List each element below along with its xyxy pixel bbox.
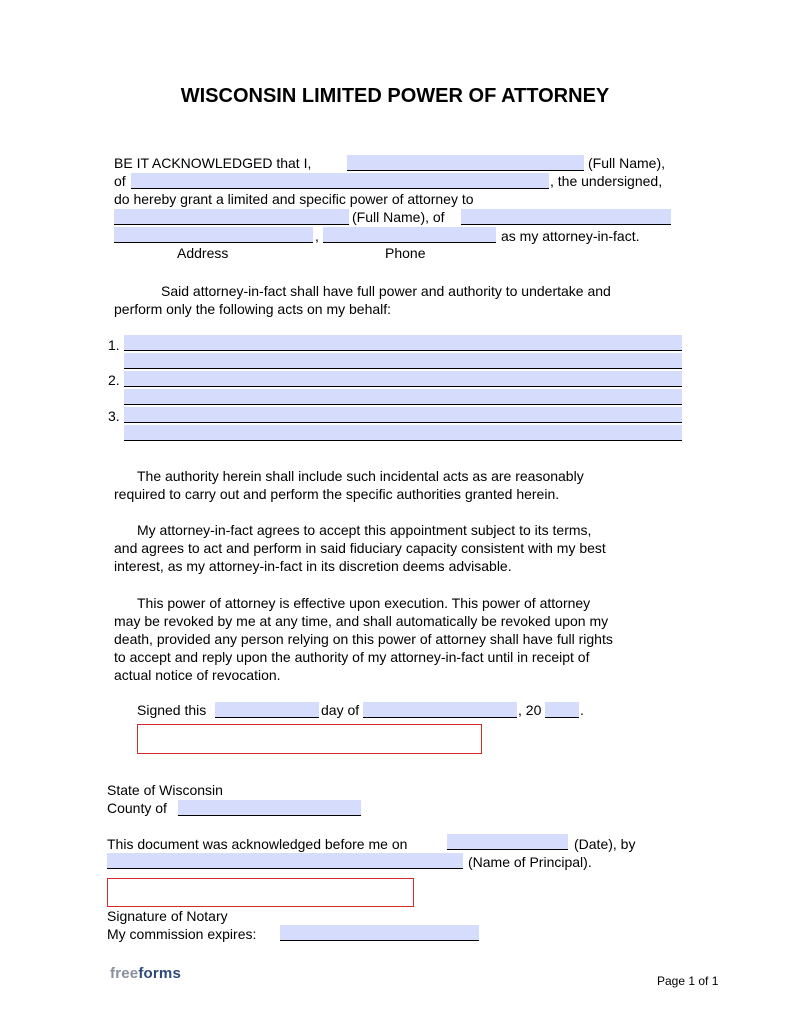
signed-month-field[interactable] xyxy=(363,702,517,718)
effective-line3: death, provided any person relying on this power of attorney shall have full rights xyxy=(114,631,613,647)
logo-forms-text: forms xyxy=(138,965,182,982)
grantor-address-field[interactable] xyxy=(131,173,549,189)
authority-text-line1: Said attorney-in-fact shall have full power and authority to undertake and xyxy=(161,283,611,299)
year-prefix-label: , 20 xyxy=(518,702,542,718)
signed-day-field[interactable] xyxy=(215,702,319,718)
act-number-2: 2. xyxy=(108,372,120,388)
of-label: of xyxy=(114,173,126,189)
day-of-label: day of xyxy=(321,702,360,718)
effective-line2: may be revoked by me at any time, and shall automatically be revoked upon my xyxy=(114,613,609,629)
address-caption: Address xyxy=(177,245,229,261)
grantor-name-field[interactable] xyxy=(347,155,584,171)
accept-line2: and agrees to act and perform in said fiduciary capacity consistent with my best xyxy=(114,540,606,556)
act-2-field-b[interactable] xyxy=(124,389,682,405)
act-number-1: 1. xyxy=(108,337,120,353)
county-label: County of xyxy=(107,800,167,816)
principal-name-field[interactable] xyxy=(107,853,463,869)
act-number-3: 3. xyxy=(108,408,120,424)
acknowledged-date-field[interactable] xyxy=(447,834,568,850)
attorney-address-field-2[interactable] xyxy=(114,227,313,243)
effective-line4: to accept and reply upon the authority of my attorney-in-fact until in receipt of xyxy=(114,649,590,665)
act-2-field-a[interactable] xyxy=(124,371,682,387)
intro-acknowledged-text: BE IT ACKNOWLEDGED that I, xyxy=(114,155,312,171)
phone-caption: Phone xyxy=(385,245,426,261)
date-by-label: (Date), by xyxy=(574,836,636,852)
incidental-line1: The authority herein shall include such incidental acts as are reasonably xyxy=(137,468,584,484)
grant-text: do hereby grant a limited and specific power of attorney to xyxy=(114,191,474,207)
state-label: State of Wisconsin xyxy=(107,782,223,798)
act-3-field-a[interactable] xyxy=(124,407,682,423)
act-1-field-b[interactable] xyxy=(124,353,682,369)
full-name-label: (Full Name), xyxy=(588,155,666,171)
act-1-field-a[interactable] xyxy=(124,335,682,351)
notary-signature-label: Signature of Notary xyxy=(107,908,228,924)
incidental-line2: required to carry out and perform the specific authorities granted herein. xyxy=(114,486,560,502)
commission-expires-field[interactable] xyxy=(280,925,479,941)
page-number: Page 1 of 1 xyxy=(657,974,719,988)
freeforms-logo[interactable] xyxy=(110,965,181,982)
attorney-full-name-label: (Full Name), of xyxy=(352,209,445,225)
undersigned-label: , the undersigned, xyxy=(550,173,663,189)
act-3-field-b[interactable] xyxy=(124,425,682,441)
authority-text-line2: perform only the following acts on my behalf: xyxy=(114,301,392,317)
attorney-in-fact-label: as my attorney-in-fact. xyxy=(501,228,640,244)
effective-line1: This power of attorney is effective upon execution. This power of attorney xyxy=(137,595,591,611)
signed-period: . xyxy=(580,702,584,718)
signed-this-label: Signed this xyxy=(137,702,207,718)
accept-line3: interest, as my attorney-in-fact in its discretion deems advisable. xyxy=(114,558,512,574)
document-title: WISCONSIN LIMITED POWER OF ATTORNEY xyxy=(180,85,610,107)
attorney-address-field-1[interactable] xyxy=(461,209,671,225)
acknowledged-before-label: This document was acknowledged before me on xyxy=(107,836,408,852)
attorney-name-field[interactable] xyxy=(114,209,349,225)
principal-signature-box[interactable] xyxy=(137,724,482,754)
effective-line5: actual notice of revocation. xyxy=(114,667,281,683)
county-field[interactable] xyxy=(178,800,361,816)
comma-separator: , xyxy=(315,228,319,244)
commission-expires-label: My commission expires: xyxy=(107,926,257,942)
notary-signature-box[interactable] xyxy=(107,878,414,907)
signed-year-field[interactable] xyxy=(545,702,579,718)
name-of-principal-label: (Name of Principal). xyxy=(468,854,592,870)
logo-free-text: free xyxy=(110,965,139,982)
accept-line1: My attorney-in-fact agrees to accept this appointment subject to its terms, xyxy=(137,522,592,538)
attorney-phone-field[interactable] xyxy=(323,227,496,243)
